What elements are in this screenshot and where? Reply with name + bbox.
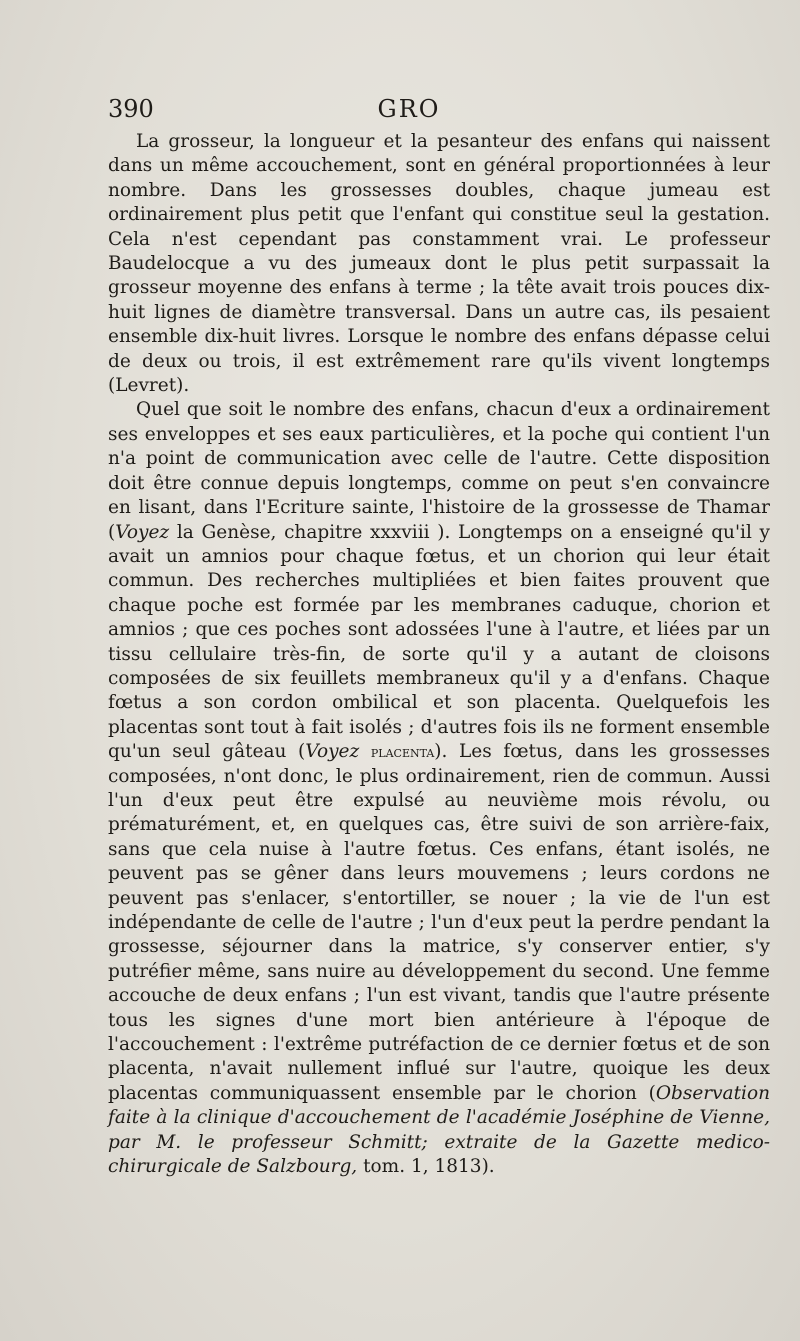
- running-head: GRO: [377, 95, 441, 123]
- page-number: 390: [108, 95, 154, 123]
- paragraph-2-part-b: la Genèse, chapitre xxxviii ). Longtemps on a enseigné qu'il y avait un amnios pour chaque fœtus, et un chorion qui leur était commun. Des recherches multipliées et bien faites prouvent que chaque poche est formée par les membranes caduque, chorion et amnios ; que ces poches sont adossées l'une à l'autre, et liées par un tissu cellulaire très-fin, de sorte qu'il y a autant de cloisons composées de six feuillets membraneux qu'il y a d'enfans. Chaque fœtus a son cordon ombilical et son placenta. Quelquefois les placentas sont tout à fait isolés ; d'autres fois ils ne forment ensemble qu'un seul gâteau (: [108, 521, 770, 763]
- voyez-reference: Voyez: [305, 741, 360, 763]
- body-text: [108, 130, 770, 1179]
- paragraph-2: [108, 398, 770, 1179]
- paragraph-1: La grosseur, la longueur et la pesanteur des enfans qui naissent dans un même accouchement, sont en général proportionnées à leur nombre. Dans les grossesses doubles, chaque jumeau est ordinairement plus petit que l'enfant qui constitue seul la gestation. Cela n'est cependant pas constamment vrai. Le professeur Baudelocque a vu des jumeaux dont le plus petit surpassait la grosseur moyenne des enfans à terme ; la tête avait trois pouces dix-huit lignes de diamètre transversal. Dans un autre cas, ils pesaient ensemble dix-huit livres. Lorsque le nombre des enfans dépasse celui de deux ou trois, il est extrêmement rare qu'ils vivent longtemps (Levret).: [108, 131, 770, 397]
- citation-italic: Observation faite à la clinique d'accouchement de l'académie Joséphine de Vienne, par M. le professeur Schmitt; extraite de la Gazette medico-chirurgicale de Salzbourg,: [108, 1082, 770, 1178]
- citation-end: tom. 1, 1813).: [357, 1156, 495, 1178]
- placenta-cross-reference: placenta: [370, 742, 435, 762]
- paragraph-2-part-c: ). Les fœtus, dans les grossesses composées, n'ont donc, le plus ordinairement, rien de commun. Aussi l'un d'eux peut être expulsé au neuvième mois révolu, ou prématurément, et, en quelques cas, être suivi de son arrière-faix, sans que cela nuise à l'autre fœtus. Ces enfans, étant isolés, ne peuvent pas se gêner dans leurs mouvemens ; leurs cordons ne peuvent pas s'enlacer, s'entortiller, se nouer ; la vie de l'un est indépendante de celle de l'autre ; l'un d'eux peut la perdre pendant la grossesse, séjourner dans la matrice, s'y conserver entier, s'y putréfier même, sans nuire au développement du second. Une femme accouche de deux enfans ; l'un est vivant, tandis que l'autre présente tous les signes d'une mort bien antérieure à l'époque de l'accouchement : l'extrême putréfaction de ce dernier fœtus et de son placenta, n'avait nullement influé sur l'autre, quoique les deux placentas communiquassent ensemble par le chorion (: [108, 741, 770, 1104]
- paragraph-2-part-a: Quel que soit le nombre des enfans, chacun d'eux a ordinairement ses enveloppes et ses eaux particulières, et la poche qui contient l'un n'a point de communication avec celle de l'autre. Cette disposition doit être connue depuis longtemps, comme on peut s'en convaincre en lisant, dans l'Ecriture sainte, l'histoire de la grossesse de Thamar (: [108, 399, 770, 543]
- voyez-reference: Voyez: [115, 521, 170, 543]
- page-header: [108, 95, 710, 129]
